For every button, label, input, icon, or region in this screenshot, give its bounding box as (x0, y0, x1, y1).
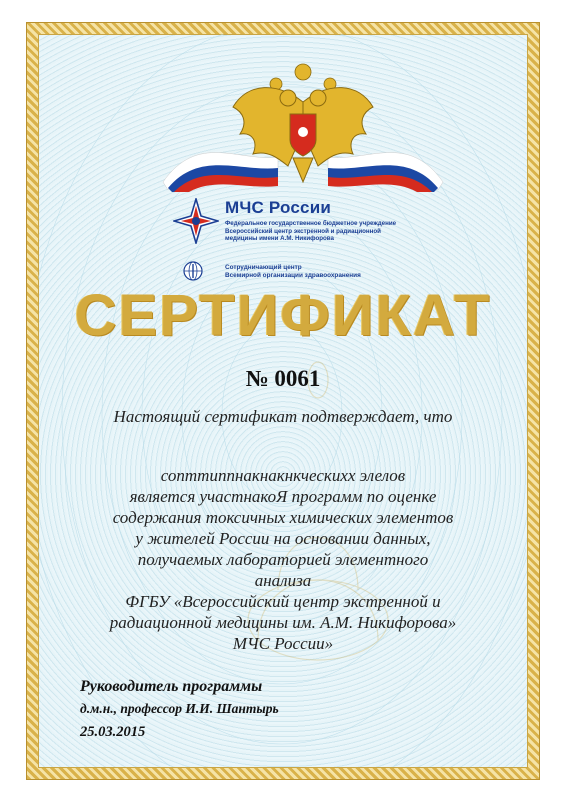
who-text-line: Всемирной организации здравоохранения (225, 272, 361, 279)
body-line: у жителей России на основании данных, (135, 529, 431, 548)
body-line: анализа (254, 571, 312, 590)
who-text-line: Сотрудничающий центр (225, 264, 302, 271)
body-line: МЧС России» (232, 634, 334, 653)
body-line: содержания токсичных химических элементов (112, 508, 454, 527)
program-director-name: д.м.н., профессор И.И. Шантырь (80, 701, 279, 716)
who-logo (183, 261, 433, 283)
who-emblem-icon (183, 261, 203, 281)
mchs-subtitle (225, 220, 435, 243)
intro-text: Настоящий сертификат подтверждает, что (113, 407, 453, 426)
mchs-subtitle-line: медицины имени А.М. Никифорова (225, 235, 334, 243)
mchs-star-icon (173, 198, 219, 244)
mchs-subtitle-line: Федеральное государственное бюджетное учреждение (225, 220, 397, 227)
who-text (225, 264, 425, 280)
certificate-body (0, 486, 566, 654)
certificate-title: СЕРТИФИКАТ (74, 283, 492, 348)
certificate-date: 25.03.2015 (80, 724, 146, 740)
coat-of-arms-icon (158, 62, 448, 192)
mchs-title: МЧС России (225, 198, 331, 217)
recipient-name: сопттиппнакнакнкческихх элелов (160, 466, 406, 485)
body-line: получаемых лабораторией элементного (137, 550, 429, 569)
body-line: ФГБУ «Всероссийский центр экстренной и (125, 592, 441, 611)
mchs-subtitle-line: Всероссийский центр экстренной и радиационной (225, 227, 381, 235)
certificate-number: № 0061 (245, 366, 321, 391)
mchs-logo (173, 196, 433, 246)
body-line: является участнакоЯ программ по оценке (129, 487, 437, 506)
program-director-title: Руководитель программы (80, 678, 263, 695)
body-line: радиационной медицины им. А.М. Никифорова» (109, 613, 457, 632)
signature-block (80, 678, 279, 741)
